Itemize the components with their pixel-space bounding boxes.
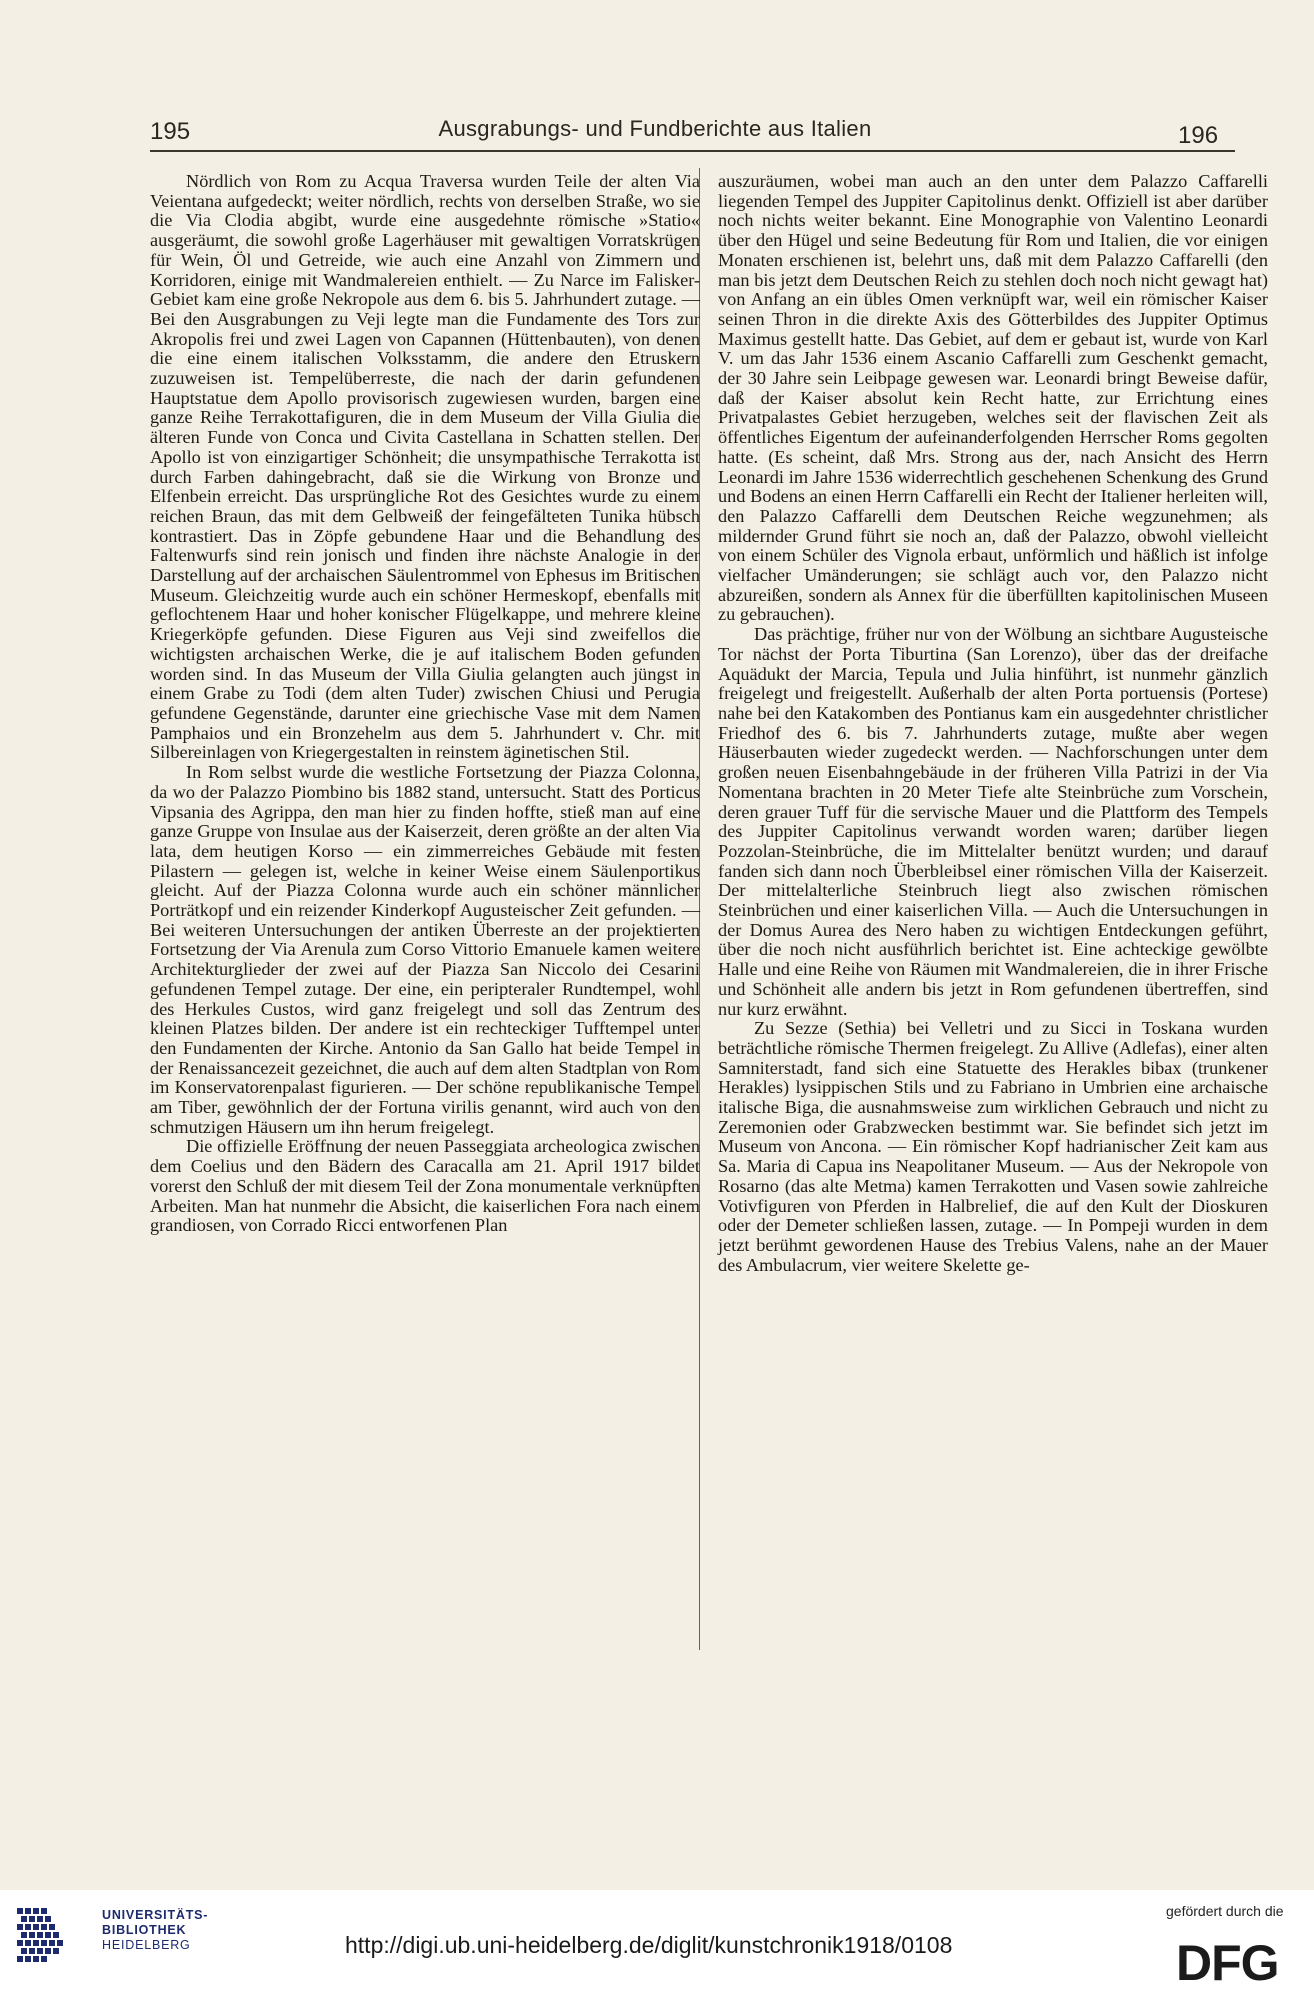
paragraph: auszuräumen, wobei man auch an den unter dem Palazzo Caffarelli liegenden Tempel des Juppiter Capitolinus denkt. Offiziell ist aber darüber noch nichts weiter bekannt. Eine Monographie von Valentino Leonardi über den Hügel und seine Bedeutung für Rom und Italien, die vor einigen Monaten erschienen ist, belehrt uns, daß mit dem Palazzo Caffarelli (den man bis jetzt dem Deutschen Reich zu stehlen doch noch nicht gewagt hat) von Anfang an ein übles Omen verknüpft war, weil ein römischer Kaiser seinen Thron in die direkte Axis des Götterbildes des Juppiter Optimus Maximus gestellt hatte. Das Gebiet, auf dem er gebaut ist, wurde von Karl V. um das Jahr 1536 einem Ascanio Caffarelli zum Geschenkt gemacht, der 30 Jahre sein Leibpage gewesen war. Leonardi bringt Beweise dafür, daß der Kaiser absolut kein Recht hatte, zur Errichtung eines Privatpalastes Gebiet herzugeben, welches seit der flavischen Zeit als öffentliches Eigentum der aufeinanderfolgenden Herrscher Roms gegolten hatte. (Es scheint, daß Mrs. Strong aus der, nach Ansicht des Herrn Leonardi im Jahre 1536 widerrechtlich geschehenen Schenkung des Grund und Bodens an einen Herrn Caffarelli ein Recht der Italiener herleiten will, den Palazzo Caffarelli dem Deutschen Reiche wegzunehmen; als mildernder Grund führt sie noch an, daß der Palazzo, obwohl vielleicht von einem Schüler des Vignola erbaut, unförmlich und häßlich ist infolge vielfacher Umänderungen; sie schlägt auch vor, den Palazzo nicht abzureißen, sondern als Annex für die überfüllten kapitolinischen Museen zu gebrauchen). [718,171,1268,625]
text-column-left [150,172,700,1236]
dfg-logo: DFG [1176,1935,1279,1991]
paragraph: Die offizielle Eröffnung der neuen Passeggiata archeologica zwischen dem Coelius und den Bädern des Caracalla am 21. April 1917 bildet vorerst den Schluß der mit diesem Teil der Zona monumentale verknüpften Arbeiten. Man hat nunmehr die Absicht, die kaiserlichen Fora nach einem grandiosen, von Corrado Ricci entworfenen Plan [150,1136,700,1236]
paragraph: Zu Sezze (Sethia) bei Velletri und zu Sicci in Toskana wurden beträchtliche römische Thermen freigelegt. Zu Allive (Adlefas), einer alten Samniterstadt, fand sich eine Statuette des Herakles bibax (trunkener Herakles) lysippischen Stils und zu Fabriano in Umbrien eine archaische italische Biga, die ausnahmsweise zum wirklichen Gebrauch und nicht zu Zeremonien oder Grabzwecken bestimmt war. Sie befindet sich jetzt im Museum von Ancona. — Ein römischer Kopf hadrianischer Zeit kam aus Sa. Maria di Capua ins Neapolitaner Museum. — Aus der Nekropole von Rosarno (das alte Metma) kamen Terrakotten und Vasen sowie zahlreiche Votivfiguren von Pferden in Halbrelief, die auf den Kult der Dioskuren oder der Demeter schließen lassen, zutage. — In Pompeji wurden in dem jetzt berühmt gewordenen Hause des Trebius Valens, nahe an der Mauer des Ambulacrum, vier weitere Skelette ge- [718,1018,1268,1275]
funded-by-label: gefördert durch die [1166,1903,1284,1919]
digitization-footer [0,1890,1314,1990]
page-number-right: 196 [1178,122,1219,149]
paragraph: Das prächtige, früher nur von der Wölbung an sichtbare Augusteische Tor nächst der Porta Tiburtina (San Lorenzo), über das der dreifache Aquädukt der Marcia, Tepula und Julia hinführt, ist nunmehr gänzlich freigelegt und freigestellt. Außerhalb der alten Porta portuensis (Portese) nahe bei den Katakomben des Pontianus kam ein ausgedehnter christlicher Friedhof des 6. bis 7. Jahrhunderts zutage, mußte aber wegen Häuserbauten wieder zugedeckt werden. — Nachforschungen unter dem großen neuen Eisenbahngebäude in der früheren Villa Patrizi in der Via Nomentana brachten in 20 Meter Tiefe alte Steinbrüche zum Vorschein, deren grauer Tuff für die servische Mauer und die Plattform des Tempels des Juppiter Capitolinus verwandt worden waren; darüber liegen Pozzolan-Steinbrüche, die im Mittelalter benützt wurden; und darauf fanden sich dann noch Überbleibsel einer römischen Villa der Kaiserzeit. Der mittelalterliche Steinbruch liegt also zwischen römischen Steinbrüchen und einer kaiserlichen Villa. — Auch die Untersuchungen in der Domus Aurea des Nero haben zu wichtigen Entdeckungen geführt, über die noch nicht ausführlich berichtet ist. Eine achteckige gewölbte Halle und eine Reihe von Räumen mit Wandmalereien, die in ihrer Frische und Schönheit alle andern bis jetzt in Rom gefundenen übertreffen, sind nur kurz erwähnt. [718,624,1268,1019]
paragraph: In Rom selbst wurde die westliche Fortsetzung der Piazza Colonna, da wo der Palazzo Piombino bis 1882 stand, untersucht. Statt des Porticus Vipsania des Agrippa, den man hier zu finden hoffte, stieß man auf eine ganze Gruppe von Insulae aus der Kaiserzeit, deren größte an der alten Via lata, dem heutigen Korso — ein zimmerreiches Gebäude mit festen Pilastern — gelegen ist, welche in keiner Weise einem Säulenportikus gleicht. Auf der Piazza Colonna wurde auch ein schöner männlicher Porträtkopf und ein reizender Kinderkopf Augusteischer Zeit gefunden. — Bei weiteren Untersuchungen der antiken Überreste an der projektierten Fortsetzung der Via Arenula zum Corso Vittorio Emanuele kamen weitere Architekturglieder der zwei auf der Piazza San Niccolo dei Cesarini gefundenen Tempel zutage. Der eine, ein peripteraler Rundtempel, wohl des Herkules Custos, wird ganz freigelegt und soll das Zentrum des kleinen Platzes bilden. Der andere ist ein rechteckiger Tufftempel unter den Fundamenten der Kirche. Antonio da San Gallo hat beide Tempel in der Renaissancezeit gezeichnet, die auch auf dem alten Stadtplan von Rom im Konservatorenpalast figurieren. — Der schöne republikanische Tempel am Tiber, gewöhnlich der der Fortuna virilis genannt, wird auch von den schmutzigen Häusern um ihn herum freigelegt. [150,762,700,1137]
library-name-line: HEIDELBERG [102,1938,191,1952]
page-number-left: 195 [150,118,191,145]
running-title: Ausgrabungs- und Fundberichte aus Italien [438,116,872,141]
library-name-line: UNIVERSITÄTS- [102,1908,209,1922]
header-rule [150,150,1235,152]
library-name-line: BIBLIOTHEK [102,1923,187,1937]
library-name [102,1908,208,1953]
permalink-url[interactable]: http://digi.ub.uni-heidelberg.de/diglit/kunstchronik1918/0108 [345,1932,953,1958]
paragraph: Nördlich von Rom zu Acqua Traversa wurden Teile der alten Via Veientana aufgedeckt; weiter nördlich, rechts von derselben Straße, wo sie die Via Clodia abgibt, wurde eine ausgedehnte römische »Statio« ausgeräumt, die sowohl große Lagerhäuser mit gewaltigen Vorratskrügen für Wein, Öl und Getreide, wie auch eine Anzahl von Zimmern und Korridoren, einige mit Wandmalereien enthielt. — Zu Narce im Falisker-Gebiet kam eine große Nekropole aus dem 6. bis 5. Jahrhundert zutage. — Bei den Ausgrabungen zu Veji legte man die Fundamente des Tors zur Akropolis frei und zwei Lagen von Capannen (Hüttenbauten), von denen die eine einem italischen Volksstamm, die andere den Etruskern zuzuweisen ist. Tempelüberreste, die nach der darin gefundenen Hauptstatue dem Apollo provisorisch zugewiesen wurden, bargen eine ganze Reihe Terrakottafiguren, die in dem Museum der Villa Giulia die älteren Funde von Conca und Civita Castellana in Schatten stellen. Der Apollo ist von einzigartiger Schönheit; die unsympathische Terrakotta ist durch Farben dahingebracht, daß sie die Wirkung von Bronze und Elfenbein erreicht. Das ursprüngliche Rot des Gesichtes wurde zu einem reichen Braun, das mit dem Gelbweiß der feingefälteten Tunika hübsch kontrastiert. Das in Zöpfe gebundene Haar und die Behandlung des Faltenwurfs sind rein jonisch und finden ihre nächste Analogie in der Darstellung auf der archaischen Säulentrommel von Ephesus im Britischen Museum. Gleichzeitig wurde auch ein schöner Hermeskopf, ebenfalls mit geflochtenem Haar und hoher konischer Flügelkappe, und mehrere kleine Kriegerköpfe gefunden. Diese Figuren aus Veji sind zweifellos die wichtigsten archaischen Werke, die je auf italischem Boden gefunden worden sind. In das Museum der Villa Giulia gelangten auch jüngst in einem Grabe zu Todi (dem alten Tuder) zwischen Chiusi und Perugia gefundene Gegenstände, darunter eine griechische Vase mit dem Namen Pamphaios und ein Bronzehelm aus dem 5. Jahrhundert v. Chr. mit Silbereinlagen von Kriegergestalten in reinstem äginetischen Stil. [150,171,700,763]
text-column-right [718,172,1268,1275]
university-library-logo-icon [15,1904,95,1968]
